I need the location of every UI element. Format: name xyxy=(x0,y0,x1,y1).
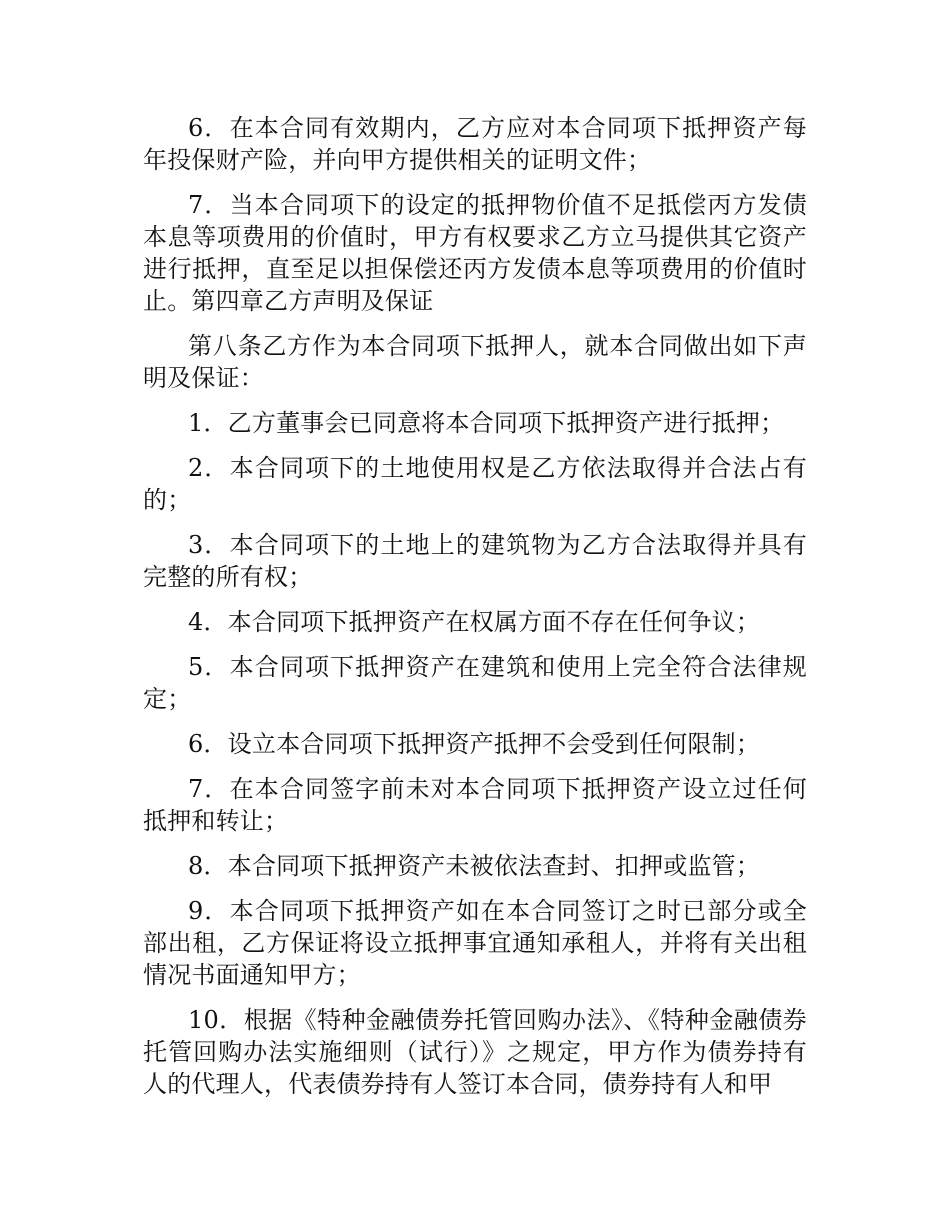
paragraph-item-2: 2．本合同项下的土地使用权是乙方依法取得并合法占有的； xyxy=(143,454,807,514)
paragraph-item-5: 5．本合同项下抵押资产在建筑和使用上完全符合法律规定； xyxy=(143,653,807,713)
paragraph-item-9: 9．本合同项下抵押资产如在本合同签订之时已部分或全部出租，乙方保证将设立抵押事宜通知承租人，并将有关出租情况书面通知甲方； xyxy=(143,897,807,989)
paragraph-item-4: 4．本合同项下抵押资产在权属方面不存在任何争议； xyxy=(188,608,761,636)
paragraph-item-3: 3．本合同项下的土地上的建筑物为乙方合法取得并具有完整的所有权； xyxy=(143,531,807,591)
paragraph-item-8: 8．本合同项下抵押资产未被依法查封、扣押或监管； xyxy=(188,852,761,880)
paragraph-item-6: 6．设立本合同项下抵押资产抵押不会受到任何限制； xyxy=(188,730,761,758)
paragraph-item-1: 1．乙方董事会已同意将本合同项下抵押资产进行抵押； xyxy=(188,409,785,437)
paragraph-article-8-intro: 第八条乙方作为本合同项下抵押人，就本合同做出如下声明及保证： xyxy=(143,332,807,392)
paragraph-clause-6-insurance: 6．在本合同有效期内，乙方应对本合同项下抵押资产每年投保财产险，并向甲方提供相关的证明文件； xyxy=(143,114,807,174)
paragraph-item-10: 10．根据《特种金融债券托管回购办法》、《特种金融债券托管回购办法实施细则（试行）》之规定，甲方作为债券持有人的代理人，代表债券持有人签订本合同，债券持有人和甲 xyxy=(143,1006,807,1098)
document-body xyxy=(143,112,807,1113)
paragraph-clause-7-additional-collateral: 7．当本合同项下的设定的抵押物价值不足抵偿丙方发债本息等项费用的价值时，甲方有权要求乙方立马提供其它资产进行抵押，直至足以担保偿还丙方发债本息等项费用的价值时止。第四章乙方声明及保证 xyxy=(143,191,807,315)
paragraph-item-7: 7．在本合同签字前未对本合同项下抵押资产设立过任何抵押和转让； xyxy=(143,775,807,835)
